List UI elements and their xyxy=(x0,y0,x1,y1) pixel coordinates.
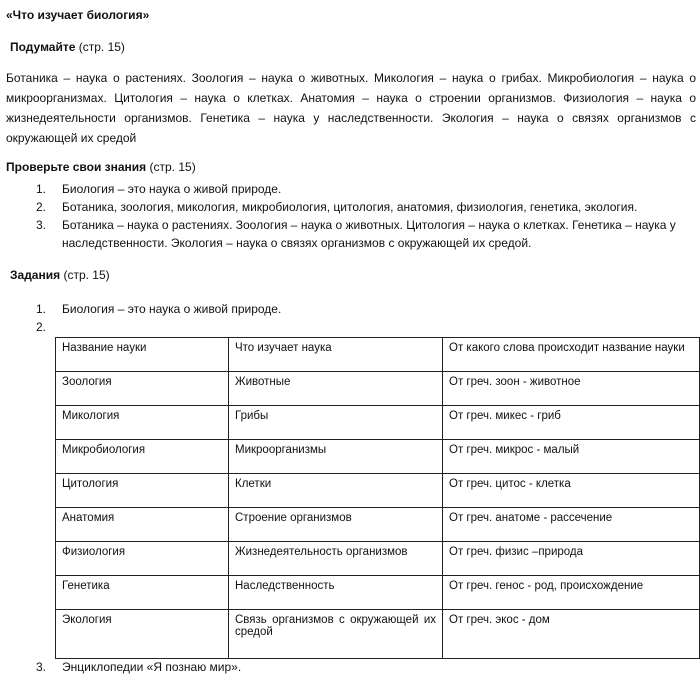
table-cell: От греч. анатоме - рассечение xyxy=(443,508,700,542)
table-cell: Физиология xyxy=(56,542,229,576)
item-number: 1. xyxy=(36,302,47,316)
table-row xyxy=(56,542,700,576)
sciences-table xyxy=(55,337,700,659)
tasks-page: (стр. 15) xyxy=(63,268,110,282)
table-cell: Генетика xyxy=(56,576,229,610)
tasks-heading xyxy=(10,268,110,282)
think-answer: Ботаника – наука о растениях. Зоология – наука о животных. Микология – наука о грибах. Микробиология – наука о микроорганизмах. Цитология – наука о клетках. Анатомия – наука о строении организмов. Физиология – наука о жизнедеятельности организмов. Генетика – наука у наследственности. Экология – наука о связях организмов с окружающей их средой xyxy=(6,71,696,145)
item-text: Ботаника – наука о растениях. Зоология – наука о животных. Цитология – наука о клетках. Генетика – наука у наследственности. Экология – наука о связях организмов с окружающей их средой. xyxy=(62,218,676,250)
check-label: Проверьте свои знания xyxy=(6,160,147,174)
list-item xyxy=(36,180,696,198)
table-cell: От греч. генос - род, происхождение xyxy=(443,576,700,610)
table-row xyxy=(56,372,700,406)
table-cell: От греч. физис –природа xyxy=(443,542,700,576)
table-header xyxy=(56,338,700,372)
table-cell: От греч. микрос - малый xyxy=(443,440,700,474)
check-page: (стр. 15) xyxy=(149,160,196,174)
table-cell: Наследственность xyxy=(229,576,443,610)
table-cell: Клетки xyxy=(229,474,443,508)
table-cell: Микроорганизмы xyxy=(229,440,443,474)
item-text: Биология – это наука о живой природе. xyxy=(62,182,282,196)
table-cell: Зоология xyxy=(56,372,229,406)
table-cell: Экология xyxy=(56,610,229,659)
list-item xyxy=(36,300,696,318)
header-cell: Что изучает наука xyxy=(229,338,443,372)
list-item xyxy=(36,216,696,252)
item-number: 2. xyxy=(36,200,47,214)
table-cell: Животные xyxy=(229,372,443,406)
table-cell: От греч. зоон - животное xyxy=(443,372,700,406)
list-item xyxy=(36,198,696,216)
think-heading xyxy=(10,40,125,54)
item-number: 3. xyxy=(36,660,47,674)
table-cell: От греч. экос - дом xyxy=(443,610,700,659)
item-number: 1. xyxy=(36,182,47,196)
table-cell: От греч. цитос - клетка xyxy=(443,474,700,508)
table-cell: Микология xyxy=(56,406,229,440)
check-heading xyxy=(6,160,196,174)
item-text: Биология – это наука о живой природе. xyxy=(62,302,282,316)
item-text: Энциклопедии «Я познаю мир». xyxy=(62,660,242,674)
table-row xyxy=(56,406,700,440)
tasks-label: Задания xyxy=(10,268,61,282)
table-row xyxy=(56,610,700,659)
table-cell: Жизнедеятельность организмов xyxy=(229,542,443,576)
table-cell: Грибы xyxy=(229,406,443,440)
table-row xyxy=(56,576,700,610)
header-cell: Название науки xyxy=(56,338,229,372)
table-row xyxy=(56,508,700,542)
item-number: 2. xyxy=(36,320,47,334)
table-row xyxy=(56,474,700,508)
table-cell: От греч. микес - гриб xyxy=(443,406,700,440)
table-cell: Строение организмов xyxy=(229,508,443,542)
table-row xyxy=(56,440,700,474)
list-item xyxy=(36,658,696,676)
think-page: (стр. 15) xyxy=(78,40,125,54)
page-title: «Что изучает биология» xyxy=(6,8,150,22)
table-cell: Связь организмов с окружающей их средой xyxy=(229,610,443,659)
header-cell: От какого слова происходит название науки xyxy=(443,338,700,372)
table-cell: Анатомия xyxy=(56,508,229,542)
table-cell: Цитология xyxy=(56,474,229,508)
table-cell: Микробиология xyxy=(56,440,229,474)
item-text: Ботаника, зоология, микология, микробиология, цитология, анатомия, физиология, генетика, экология. xyxy=(62,200,638,214)
item-number: 3. xyxy=(36,218,47,232)
think-label: Подумайте xyxy=(10,40,76,54)
